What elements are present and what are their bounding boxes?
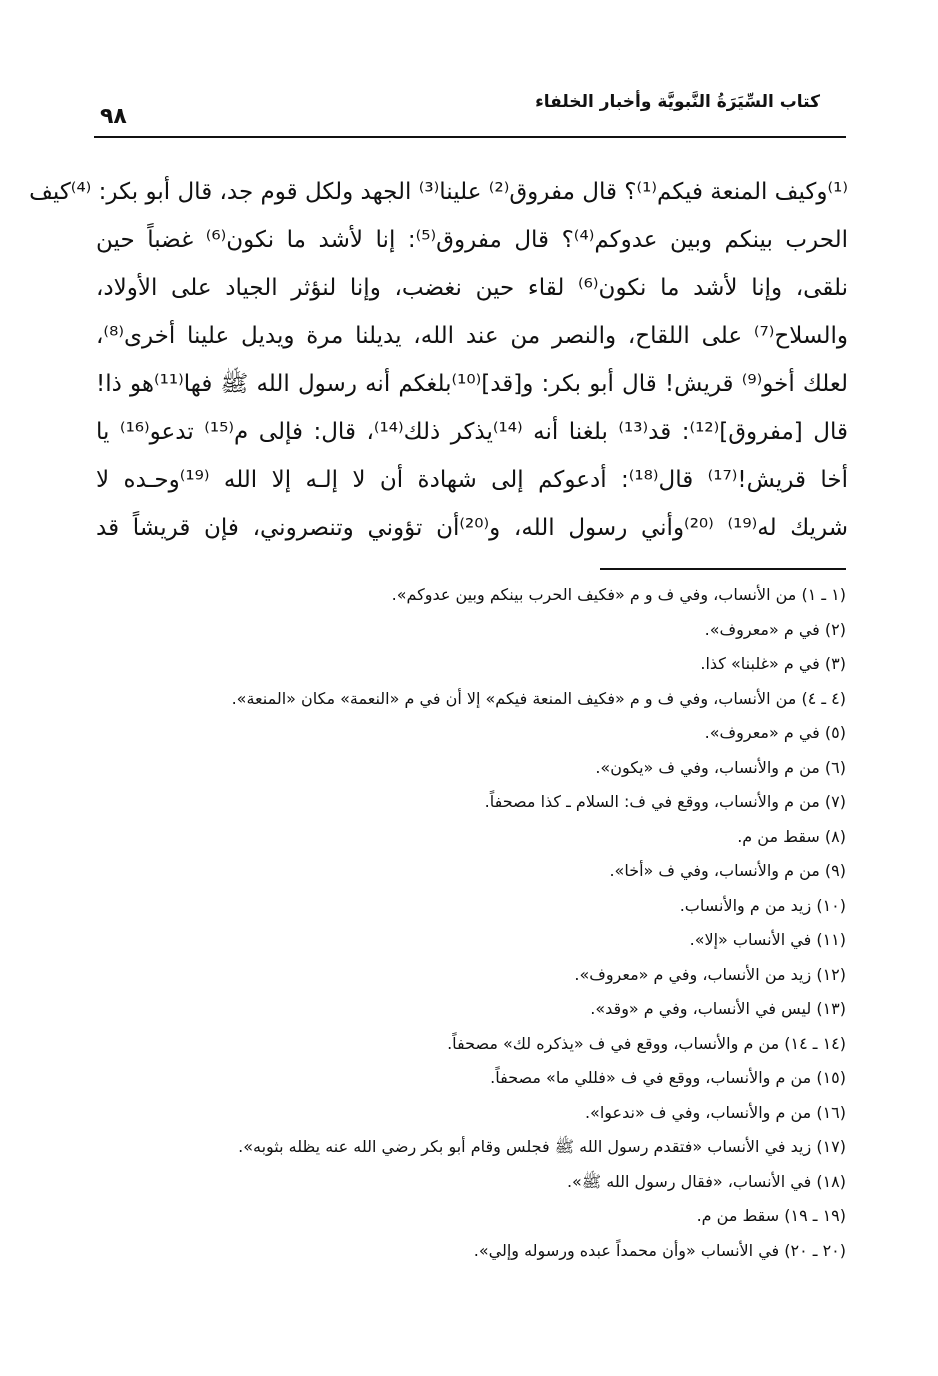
footnote: (٣) في م «غلبنا» كذا. — [700, 654, 846, 673]
footnote: (١٩ ـ ١٩) سقط من م. — [696, 1206, 846, 1225]
page-number: ٩٨ — [100, 104, 127, 129]
footnote: (٩) من م والأنساب، وفي ف «أخا». — [609, 861, 846, 880]
footnote-separator — [600, 568, 846, 570]
footnote: (٨) سقط من م. — [737, 826, 846, 846]
footnote: (١٥) من م والأنساب، ووقع في ف «فللي ما» مصحفاً. — [490, 1068, 846, 1087]
footnote: (١٧) زيد في الأنساب «فتقدم رسول الله ﷺ فجلس وقام أبو بكر رضي الله عنه يظله بثوبه». — [238, 1137, 846, 1156]
header-rule — [94, 136, 846, 138]
footnote: (١٣) ليس في الأنساب، وفي م «وقد». — [590, 999, 846, 1018]
text-line: أخا قريش!⁽¹⁷⁾ قال⁽¹⁸⁾: أدعوكم إلى شهادة أن لا إلـه إلا الله ⁽¹⁹⁾وحـده لا — [96, 467, 848, 493]
footnote: (٦) من م والأنساب، وفي ف «يكون». — [595, 757, 846, 777]
text-line: قال [مفروق]⁽¹²⁾: قد⁽¹³⁾ بلغنا أنه ⁽¹⁴⁾يذكر ذلك⁽¹⁴⁾، قال: فإلى م⁽¹⁵⁾ تدعو⁽¹⁶⁾ يا — [96, 419, 848, 445]
text-line: ⁽¹⁾وكيف المنعة فيكم⁽¹⁾؟ قال مفروق⁽²⁾ علينا⁽³⁾ الجهد ولكل قوم جد، قال أبو بكر: ⁽⁴⁾كيف — [29, 179, 848, 205]
footnote: (١٨) في الأنساب، «فقال رسول الله ﷺ». — [566, 1171, 846, 1191]
footnote: (٢) في م «معروف». — [704, 619, 846, 639]
footnote: (٢٠ ـ ٢٠) في الأنساب «وأن محمداً عبده ورسوله وإلي». — [473, 1240, 846, 1260]
text-line: والسلاح⁽⁷⁾ على اللقاح، والنصر من عند الله، يديلنا مرة ويديل علينا أخرى⁽⁸⁾، — [96, 323, 848, 349]
text-line: شريك له⁽¹⁹⁾ ⁽²⁰⁾وأني رسول الله، و⁽²⁰⁾أن تؤوني وتنصروني، فإن قريشاً قد — [96, 515, 849, 541]
footnote: (١٠) زيد من م والأنساب. — [679, 895, 846, 915]
text-line: لعلك أخو⁽⁹⁾ قريش! قال أبو بكر: و[قد]⁽¹⁰⁾بلغكم أنه رسول الله ﷺ فها⁽¹¹⁾هو ذا! — [96, 371, 848, 397]
text-line: نلقى، وإنا لأشد ما نكون⁽⁶⁾ لقاء حين نغضب، وإنا لنؤثر الجياد على الأولاد، — [96, 275, 848, 301]
footnote: (١٢) زيد من الأنساب، وفي م «معروف». — [574, 964, 846, 984]
footnotes — [86, 578, 846, 1268]
footnote: (١٤ ـ ١٤) من م والأنساب، ووقع في ف «يذكره لك» مصحفاً. — [447, 1033, 846, 1053]
footnote: (١١) في الأنساب «إلا». — [689, 930, 846, 949]
text-line: الحرب بينكم وبين عدوكم⁽⁴⁾؟ قال مفروق⁽⁵⁾: إنا لأشد ما نكون⁽⁶⁾ غضباً حين — [96, 227, 848, 253]
running-title: كتاب السِّيَرَةُ النَّبويَّة وأخبار الخلفاء — [535, 92, 820, 112]
footnote: (٤ ـ ٤) من الأنساب، وفي ف و م «فكيف المنعة فيكم» إلا أن في م «النعمة» مكان «المنعة». — [231, 688, 846, 708]
footnote: (١٦) من م والأنساب، وفي ف «ندعوا». — [584, 1102, 846, 1122]
main-text — [29, 168, 849, 552]
footnote: (٥) في م «معروف». — [704, 723, 846, 742]
footnote: (١ ـ ١) من الأنساب، وفي ف و م «فكيف الحرب بينكم وبين عدوكم». — [391, 585, 846, 604]
footnote: (٧) من م والأنساب، ووقع في ف: السلام ـ كذا مصحفاً. — [484, 792, 846, 811]
